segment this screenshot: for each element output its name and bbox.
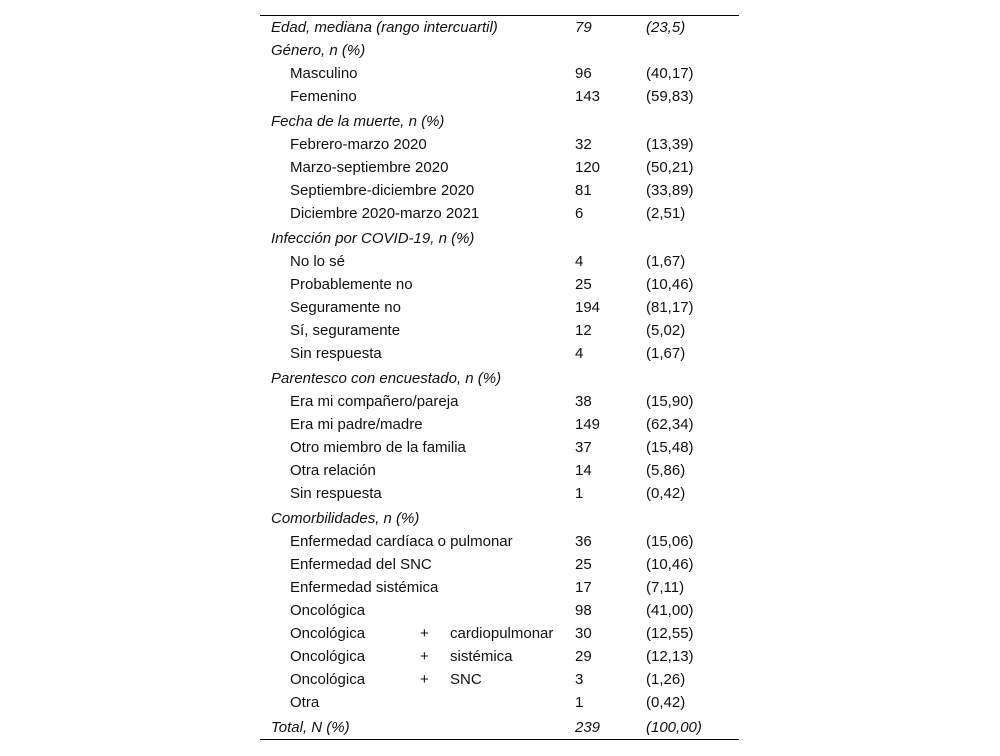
row-count: 4 (575, 253, 584, 270)
row-percent: (1,26) (646, 671, 686, 688)
row-label-tail: cardiopulmonar (450, 625, 554, 642)
table-section-row (260, 110, 739, 133)
row-label: Febrero-marzo 2020 (290, 136, 427, 153)
row-label: Diciembre 2020-marzo 2021 (290, 205, 480, 222)
row-label: Enfermedad cardíaca o pulmonar (290, 533, 513, 550)
row-label-plus: + (420, 648, 429, 665)
row-percent: (50,21) (646, 159, 694, 176)
table-row (260, 250, 739, 273)
row-count: 98 (575, 602, 592, 619)
row-percent: (40,17) (646, 65, 694, 82)
row-percent: (5,02) (646, 322, 686, 339)
row-label: Masculino (290, 65, 358, 82)
table-section-row (260, 367, 739, 390)
row-label: Sí, seguramente (290, 322, 401, 339)
demographics-table (260, 15, 739, 740)
table-row (260, 296, 739, 319)
row-count: 143 (575, 88, 601, 105)
row-count: 4 (575, 345, 584, 362)
row-count: 38 (575, 393, 592, 410)
row-count: 12 (575, 322, 592, 339)
row-percent: (33,89) (646, 182, 694, 199)
row-label: Era mi compañero/pareja (290, 393, 459, 410)
table-section-row (260, 227, 739, 250)
row-label: Edad, mediana (rango intercuartil) (271, 19, 498, 36)
table-row (260, 133, 739, 156)
table-row (260, 668, 739, 691)
row-label: Sin respuesta (290, 485, 382, 502)
table-row (260, 319, 739, 342)
row-label-tail: sistémica (450, 648, 513, 665)
row-percent: (10,46) (646, 276, 694, 293)
table-row (260, 436, 739, 459)
row-count: 25 (575, 276, 592, 293)
row-count: 14 (575, 462, 592, 479)
row-percent: (15,90) (646, 393, 694, 410)
row-percent: (7,11) (646, 579, 685, 596)
row-count: 17 (575, 579, 592, 596)
row-label-tail: SNC (450, 671, 482, 688)
row-count: 239 (575, 719, 601, 736)
row-percent: (1,67) (646, 253, 686, 270)
row-count: 29 (575, 648, 592, 665)
table-row (260, 553, 739, 576)
row-percent: (0,42) (646, 694, 686, 711)
row-percent: (12,55) (646, 625, 694, 642)
row-label-head: Oncológica (290, 671, 366, 688)
row-label: Género, n (%) (271, 42, 366, 59)
row-count: 36 (575, 533, 592, 550)
row-label: Era mi padre/madre (290, 416, 423, 433)
row-count: 32 (575, 136, 592, 153)
row-label-plus: + (420, 671, 429, 688)
row-percent: (15,48) (646, 439, 694, 456)
row-count: 81 (575, 182, 592, 199)
row-label (290, 645, 560, 668)
row-percent: (0,42) (646, 485, 686, 502)
row-count: 37 (575, 439, 592, 456)
table-row (260, 459, 739, 482)
row-label: Probablemente no (290, 276, 413, 293)
row-count: 120 (575, 159, 601, 176)
row-label: Oncológica (290, 602, 366, 619)
table-row (260, 156, 739, 179)
row-label: Enfermedad del SNC (290, 556, 432, 573)
row-percent: (15,06) (646, 533, 694, 550)
row-label: No lo sé (290, 253, 346, 270)
row-count: 1 (575, 694, 584, 711)
row-label: Sin respuesta (290, 345, 382, 362)
table-row (260, 390, 739, 413)
row-count: 30 (575, 625, 592, 642)
row-percent: (41,00) (646, 602, 694, 619)
row-percent: (100,00) (646, 719, 702, 736)
row-percent: (23,5) (646, 19, 686, 36)
row-label: Parentesco con encuestado, n (%) (271, 370, 502, 387)
table-row (260, 85, 739, 108)
row-label-head: Oncológica (290, 648, 366, 665)
row-count: 6 (575, 205, 584, 222)
row-count: 194 (575, 299, 601, 316)
table-row (260, 576, 739, 599)
row-count: 1 (575, 485, 584, 502)
row-percent: (12,13) (646, 648, 694, 665)
row-percent: (13,39) (646, 136, 694, 153)
row-count: 149 (575, 416, 601, 433)
row-label: Marzo-septiembre 2020 (290, 159, 449, 176)
row-count: 79 (575, 19, 592, 36)
row-label: Seguramente no (290, 299, 401, 316)
row-label: Fecha de la muerte, n (%) (271, 113, 445, 130)
row-label: Septiembre-diciembre 2020 (290, 182, 475, 199)
row-label: Enfermedad sistémica (290, 579, 439, 596)
row-label: Otra relación (290, 462, 376, 479)
row-label: Otra (290, 694, 320, 711)
table-row (260, 645, 739, 668)
row-percent: (62,34) (646, 416, 694, 433)
row-label-head: Oncológica (290, 625, 366, 642)
table-row (260, 482, 739, 505)
table-row (260, 179, 739, 202)
row-count: 96 (575, 65, 592, 82)
row-label (290, 622, 560, 645)
row-percent: (2,51) (646, 205, 686, 222)
row-percent: (10,46) (646, 556, 694, 573)
row-percent: (81,17) (646, 299, 694, 316)
row-label: Comorbilidades, n (%) (271, 510, 420, 527)
table-section-row (260, 39, 739, 62)
row-percent: (5,86) (646, 462, 686, 479)
table-row (260, 342, 739, 365)
row-label: Otro miembro de la familia (290, 439, 466, 456)
table-row (260, 413, 739, 436)
row-percent: (1,67) (646, 345, 686, 362)
table-row (260, 530, 739, 553)
table-row (260, 691, 739, 714)
table-row (260, 62, 739, 85)
table-row (260, 622, 739, 645)
table-section-row (260, 507, 739, 530)
row-count: 25 (575, 556, 592, 573)
row-count: 3 (575, 671, 584, 688)
row-label: Infección por COVID-19, n (%) (271, 230, 475, 247)
table-row (260, 273, 739, 296)
row-label-plus: + (420, 625, 429, 642)
table-section-row (260, 16, 739, 39)
table-row (260, 202, 739, 225)
row-label (290, 668, 560, 691)
row-percent: (59,83) (646, 88, 694, 105)
row-label: Femenino (290, 88, 357, 105)
table-row (260, 599, 739, 622)
row-label: Total, N (%) (271, 719, 350, 736)
table-section-row (260, 716, 739, 739)
